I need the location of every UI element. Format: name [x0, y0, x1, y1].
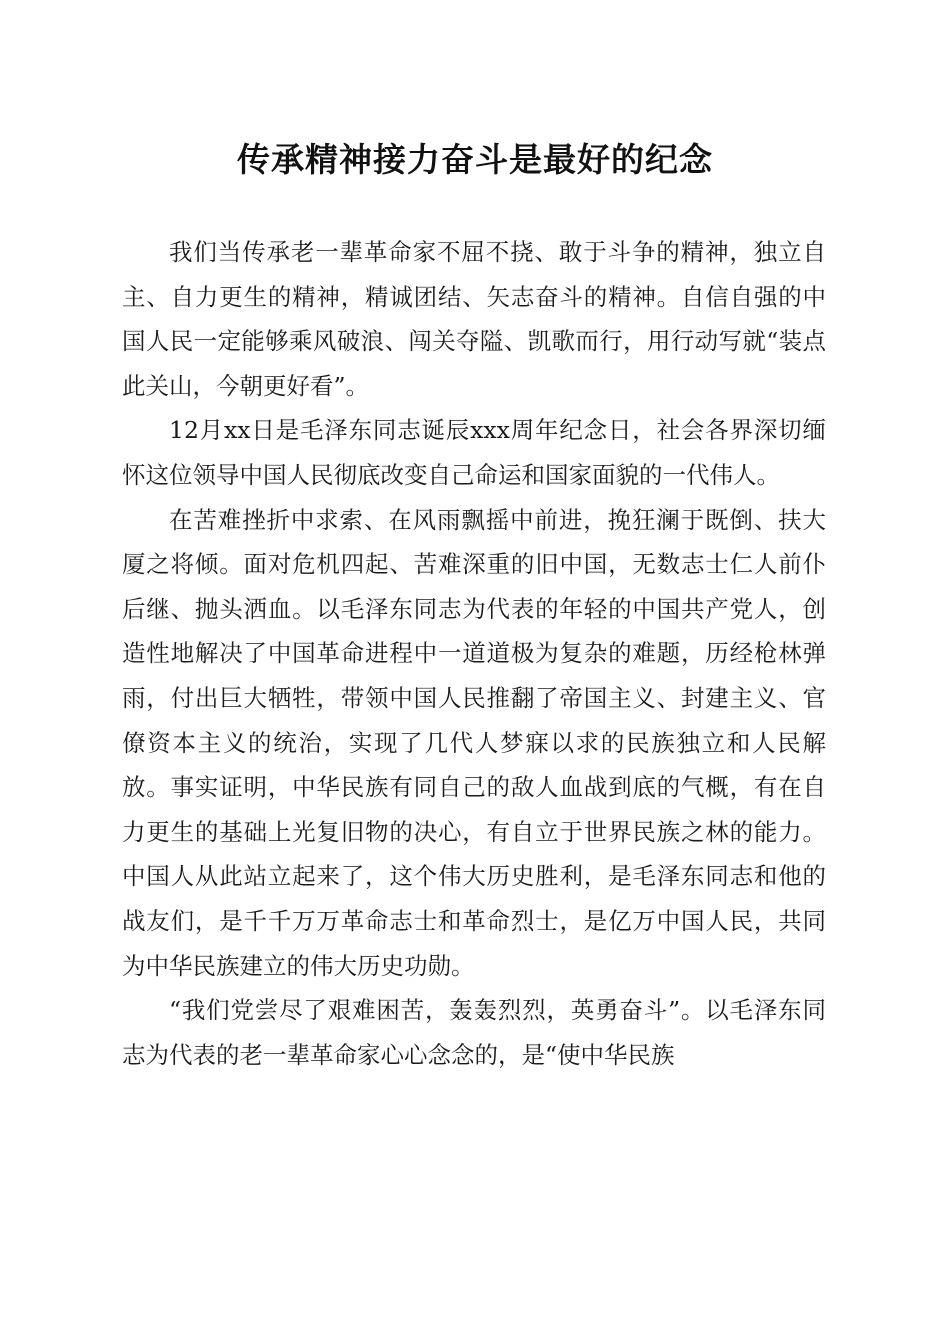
paragraph-3: 在苦难挫折中求索、在风雨飘摇中前进，挽狂澜于既倒、扶大厦之将倾。面对危机四起、苦难深重的旧中国，无数志士仁人前仆后继、抛头洒血。以毛泽东同志为代表的年轻的中国共产党人，创造性地解决了中国革命进程中一道道极为复杂的难题，历经枪林弹雨，付出巨大牺牲，带领中国人民推翻了帝国主义、封建主义、官僚资本主义的统治，实现了几代人梦寐以求的民族独立和人民解放。事实证明，中华民族有同自己的敌人血战到底的气概，有在自力更生的基础上光复旧物的决心，有自立于世界民族之林的能力。中国人从此站立起来了，这个伟大历史胜利，是毛泽东同志和他的战友们，是千千万万革命志士和革命烈士，是亿万中国人民，共同为中华民族建立的伟大历史功勋。 [122, 505, 826, 980]
paragraph-2: 12月xx日是毛泽东同志诞辰xxx周年纪念日，社会各界深切缅怀这位领导中国人民彻底改变自己命运和国家面貌的一代伟人。 [122, 416, 826, 489]
paragraph-1: 我们当传承老一辈革命家不屈不挠、敢于斗争的精神，独立自主、自力更生的精神，精诚团结、矢志奋斗的精神。自信自强的中国人民一定能够乘风破浪、闯关夺隘、凯歌而行，用行动写就“装点此关山，今朝更好看”。 [122, 238, 826, 400]
document-title: 传承精神接力奋斗是最好的纪念 [237, 140, 713, 179]
paragraph-4: “我们党尝尽了艰难困苦，轰轰烈烈，英勇奋斗”。以毛泽东同志为代表的老一辈革命家心心念念的，是“使中华民族 [122, 996, 826, 1069]
document-body [122, 230, 826, 1077]
